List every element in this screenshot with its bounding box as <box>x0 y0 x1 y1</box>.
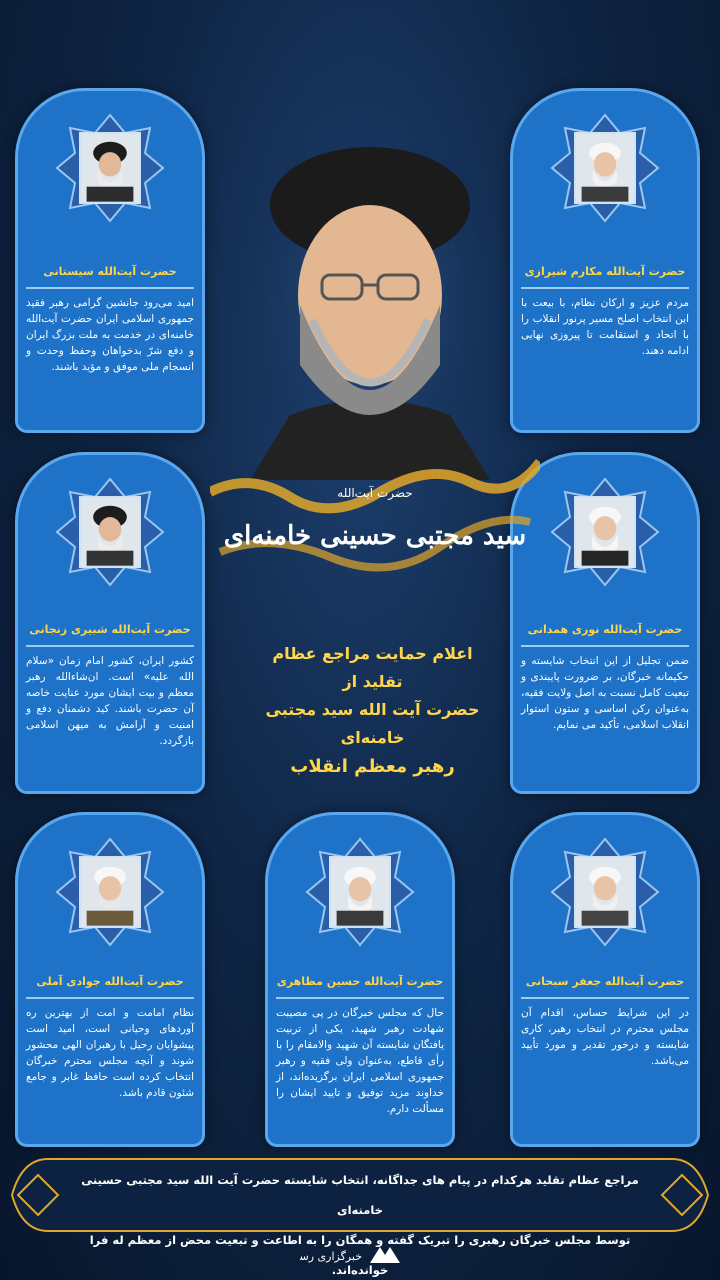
card-title: حضرت آیت‌الله نوری همدانی <box>527 623 683 636</box>
cleric-portrait <box>329 856 391 928</box>
portrait-frame <box>550 113 660 223</box>
portrait-frame <box>305 837 415 947</box>
portrait-frame <box>550 837 660 947</box>
card-title: حضرت آیت‌الله جوادی آملی <box>36 975 184 988</box>
cleric-portrait <box>574 856 636 928</box>
rasa-logo <box>300 1243 420 1267</box>
cleric-portrait <box>574 132 636 204</box>
card-title: حضرت آیت‌الله حسین مظاهری <box>276 975 444 988</box>
card-quote: در این شرایط حساس، اقدام آن مجلس محترم در انتخاب رهبر، کاری شایسته و درخور تقدیر و مورد تأیید می‌باشد. <box>521 997 689 1069</box>
card-quote: کشور ایران، کشور امام زمان «سلام الله علیه» است. ان‌شاءالله رهبر معظم و بیت ایشان مورد عنایت خاصه آن حضرت باشند. کید دشمنان دفع و امنیت و آرامش به میهن اسلامی بازگردد. <box>26 645 194 749</box>
card-javadi-amoli <box>15 812 205 1147</box>
logo-text: خبرگزاری رسا <box>300 1250 362 1263</box>
portrait-frame <box>55 837 165 947</box>
banner-line-1: مراجع عظام تقلید هرکدام در پیام های جداگانه، انتخاب شایسته حضرت آیت الله سید مجتبی حسینی خامنه‌ای <box>81 1173 639 1217</box>
card-quote: امید می‌رود جانشین گرامی رهبر فقید جمهوری اسلامی ایران حضرت آیت‌الله خامنه‌ای در خدمت به ملت بزرگ ایران و دفع شرّ بدخواهان وحفظ وحدت و انسجام ملی موفق و مؤید باشند. <box>26 287 194 375</box>
calligraphy-text: سید مجتبی حسینی خامنه‌ای <box>223 521 527 551</box>
cleric-portrait <box>79 856 141 928</box>
card-quote: حال که مجلس خبرگان در پی مصیبت شهادت رهبر شهید، یکی از تربیت یافتگان شایسته آن شهید والامقام را با رأی قاطع، به‌عنوان ولی فقیه و رهبر جمهوری اسلامی ایران برگزیده‌اند، از خداوند مزید توفیق و تایید ایشان را مسألت دارم. <box>276 997 444 1117</box>
headline-line-2: حضرت آیت الله سید مجتبی خامنه‌ای <box>265 700 480 747</box>
card-title: حضرت آیت‌الله سیستانی <box>43 265 177 278</box>
card-title: حضرت آیت‌الله جعفر سبحانی <box>525 975 685 988</box>
card-title: حضرت آیت‌الله شبیری زنجانی <box>29 623 191 636</box>
card-mazaheri <box>265 812 455 1147</box>
headline <box>250 640 495 782</box>
logo-icon <box>370 1247 400 1263</box>
calligraphy-prefix: حضرت آیت‌الله <box>337 486 413 500</box>
headline-line-1: اعلام حمایت مراجع عظام تقلید از <box>272 644 473 691</box>
portrait-frame <box>55 477 165 587</box>
card-quote: نظام امامت و امت از بهترین ره آوردهای وحیانی است، امید است پیشوایان رحیل با رهبران الهی محشور شوند و آنچه مجلس محترم خبرگان انتخاب کرده است حافظ غابر و جامع شئون قادم باشد. <box>26 997 194 1101</box>
portrait-frame <box>55 113 165 223</box>
cleric-portrait <box>79 496 141 568</box>
calligraphy-name <box>210 452 540 592</box>
leader-portrait <box>230 145 510 480</box>
cleric-portrait <box>574 496 636 568</box>
card-title: حضرت آیت‌الله مکارم شیرازی <box>524 265 686 278</box>
card-quote: مردم عزیز و ارکان نظام، با بیعت با این انتخاب اصلح مسیر پرنور انقلاب را با اتحاد و استقامت تا پیروزی نهایی ادامه دهند. <box>521 287 689 359</box>
banner-line-2: توسط مجلس خبرگان رهبری را تبریک گفته و همگان را به اطاعت و تبعیت محض از معظم له فرا خوانده‌اند. <box>89 1233 631 1277</box>
portrait-frame <box>550 477 660 587</box>
cleric-portrait <box>79 132 141 204</box>
headline-line-3: رهبر معظم انقلاب <box>290 756 455 777</box>
card-makarem-shirazi <box>510 88 700 433</box>
card-shobeiri-zanjani <box>15 452 205 794</box>
card-sobhani <box>510 812 700 1147</box>
card-quote: ضمن تجلیل از این انتخاب شایسته و حکیمانه خبرگان، بر ضرورت پایبندی و تبعیت کامل نسبت به اصل ولایت فقیه، به‌عنوان رکن اساسی و ستون استوار انقلاب اسلامی، تأکید می نمایم. <box>521 645 689 733</box>
card-sistani <box>15 88 205 433</box>
